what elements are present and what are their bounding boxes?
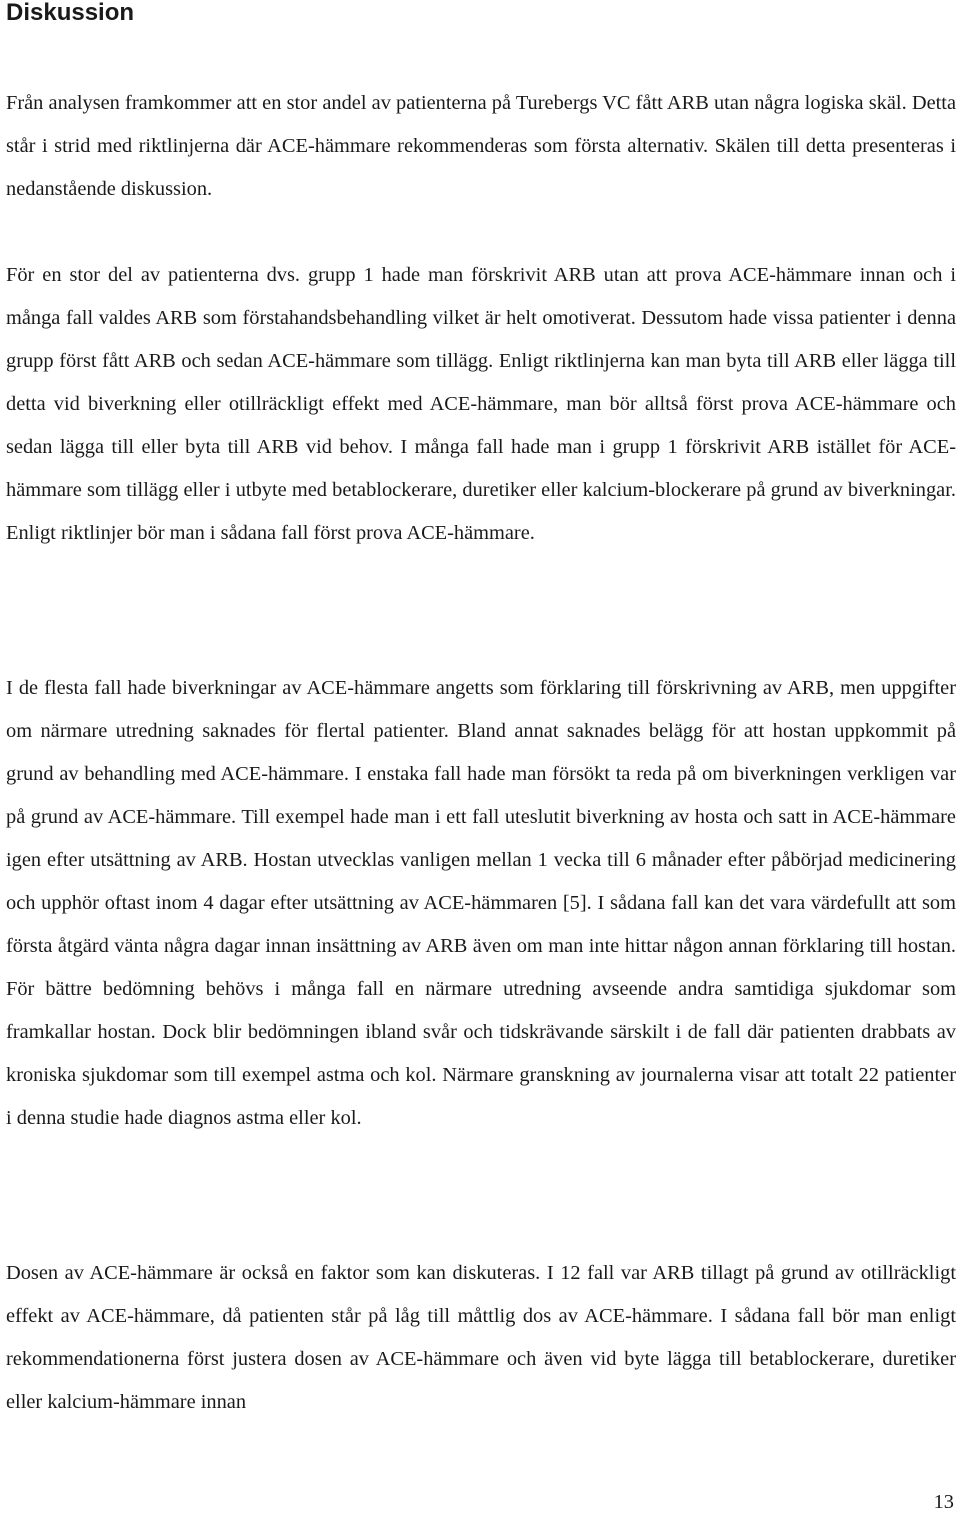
paragraph-intro: Från analysen framkommer att en stor andel av patienterna på Turebergs VC fått ARB utan några logiska skäl. Detta står i strid med riktlinjerna där ACE-hämmare rekommenderas som första alternativ. Skälen till detta presenteras i nedanstående diskussion. (6, 92, 956, 200)
paragraph-dosage: Dosen av ACE-hämmare är också en faktor som kan diskuteras. I 12 fall var ARB tillagt på grund av otillräckligt effekt av ACE-hämmare, då patienten står på låg till måttlig dos av ACE-hämmare. I sådana fall bör man enligt rekommendationerna först justera dosen av ACE-hämmare och även vid byte lägga till betablockerare, duretiker eller kalcium-hämmare innan (6, 1262, 956, 1413)
page-number: 13 (933, 1491, 954, 1513)
paragraph-group-1: För en stor del av patienterna dvs. grupp 1 hade man förskrivit ARB utan att prova ACE-hämmare innan och i många fall valdes ARB som förstahandsbehandling vilket är helt omotiverat. Dessutom hade vissa patienter i denna grupp först fått ARB och sedan ACE-hämmare som tillägg. Enligt riktlinjerna kan man byta till ARB eller lägga till detta vid biverkning eller otillräckligt effekt med ACE-hämmare, man bör alltså först prova ACE-hämmare och sedan lägga till eller byta till ARB vid behov. I många fall hade man i grupp 1 förskrivit ARB istället för ACE-hämmare som tillägg eller i utbyte med betablockerare, duretiker eller kalcium-blockerare på grund av biverkningar. Enligt riktlinjer bör man i sådana fall först prova ACE-hämmare. (6, 264, 956, 544)
section-heading: Diskussion (6, 0, 135, 26)
paragraph-side-effects: I de flesta fall hade biverkningar av ACE-hämmare angetts som förklaring till förskrivning av ARB, men uppgifter om närmare utredning saknades för flertal patienter. Bland annat saknades belägg för att hostan uppkommit på grund av behandling med ACE-hämmare. I enstaka fall hade man försökt ta reda på om biverkningen verkligen var på grund av ACE-hämmare. Till exempel hade man i ett fall uteslutit biverkning av hosta och satt in ACE-hämmare igen efter utsättning av ARB. Hostan utvecklas vanligen mellan 1 vecka till 6 månader efter påbörjad medicinering och upphör oftast inom 4 dagar efter utsättning av ACE-hämmaren [5]. I sådana fall kan det vara värdefullt att som första åtgärd vänta några dagar innan insättning av ARB även om man inte hittar någon annan förklaring till hostan. För bättre bedömning behövs i många fall en närmare utredning avseende andra samtidiga sjukdomar som framkallar hostan. Dock blir bedömningen ibland svår och tidskrävande särskilt i de fall där patienten drabbats av kroniska sjukdomar som till exempel astma och kol. Närmare granskning av journalerna visar att totalt 22 patienter i denna studie hade diagnos astma eller kol. (6, 677, 956, 1129)
